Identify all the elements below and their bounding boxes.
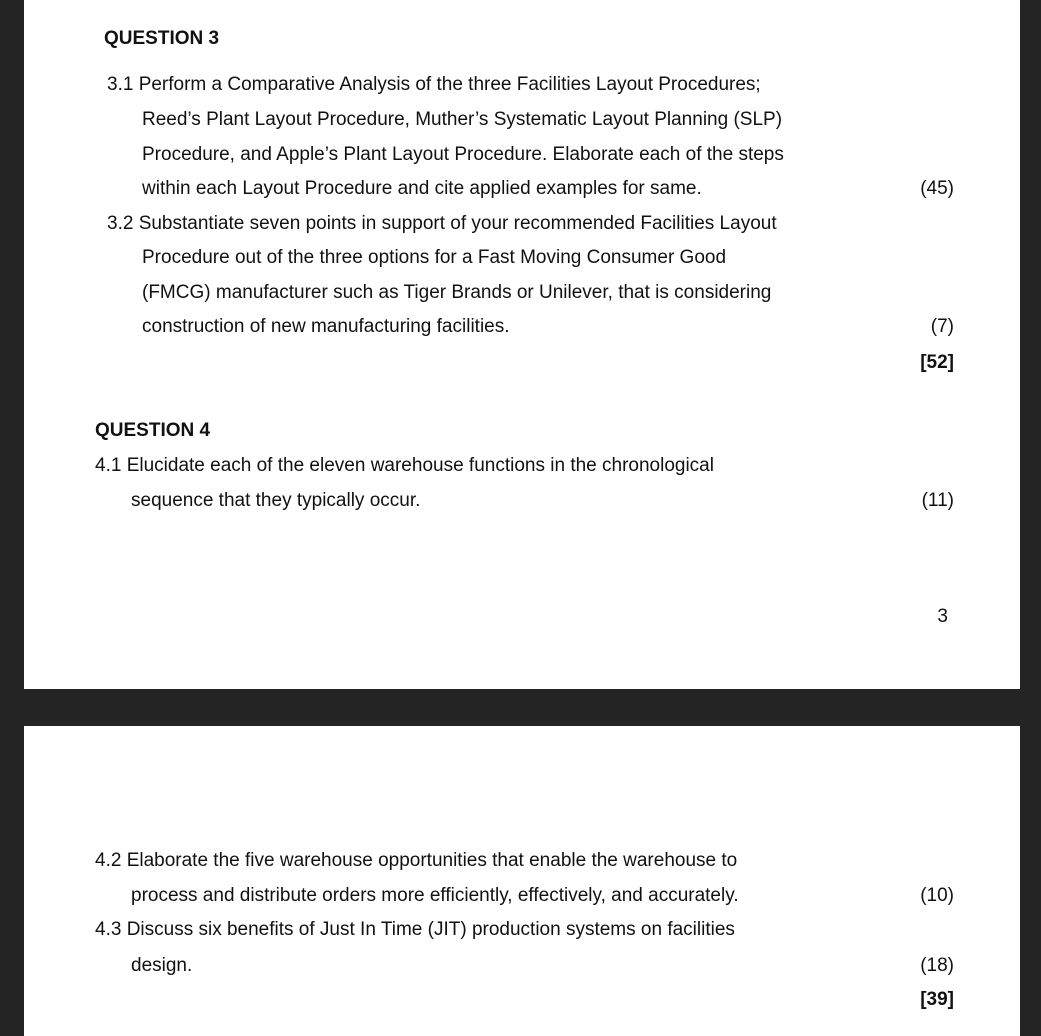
question-4-3-marks: (18) — [920, 955, 954, 976]
question-3-1-line-3: Procedure, and Apple’s Plant Layout Procedure. Elaborate each of the steps — [142, 144, 784, 165]
question-4-2-line-1: 4.2 Elaborate the five warehouse opportunities that enable the warehouse to — [95, 850, 738, 871]
question-3-1-line-2: Reed’s Plant Layout Procedure, Muther’s Systematic Layout Planning (SLP) — [142, 109, 783, 130]
question-4-1-marks: (11) — [921, 490, 954, 511]
question-3-1-line-1: 3.1 Perform a Comparative Analysis of the three Facilities Layout Procedures; — [107, 74, 761, 95]
question-3-1-marks: (45) — [920, 178, 954, 199]
question-3-2-line-2: Procedure out of the three options for a Fast Moving Consumer Good — [142, 247, 727, 268]
question-3-1-line-4: within each Layout Procedure and cite applied examples for same. — [142, 178, 702, 199]
document-page-1 — [24, 0, 1020, 689]
page-number: 3 — [937, 606, 948, 627]
question-3-total: [52] — [920, 352, 954, 373]
question-4-2-line-2: process and distribute orders more efficiently, effectively, and accurately. — [131, 885, 739, 906]
question-4-1-line-2: sequence that they typically occur. — [131, 490, 421, 511]
question-3-2-line-4: construction of new manufacturing facilities. — [142, 316, 510, 337]
question-3-heading: QUESTION 3 — [104, 28, 220, 49]
question-4-2-marks: (10) — [920, 885, 954, 906]
question-3-2-line-3: (FMCG) manufacturer such as Tiger Brands or Unilever, that is considering — [142, 282, 772, 303]
question-3-2-line-1: 3.2 Substantiate seven points in support of your recommended Facilities Layout — [107, 213, 777, 234]
question-3-2-marks: (7) — [930, 316, 954, 337]
question-4-heading: QUESTION 4 — [95, 420, 211, 441]
question-4-1-line-1: 4.1 Elucidate each of the eleven warehouse functions in the chronological — [95, 455, 714, 476]
document-page-2 — [24, 726, 1020, 1036]
question-4-3-line-2: design. — [131, 955, 193, 976]
question-4-total: [39] — [920, 989, 954, 1010]
question-4-3-line-1: 4.3 Discuss six benefits of Just In Time (JIT) production systems on facilities — [95, 919, 735, 940]
